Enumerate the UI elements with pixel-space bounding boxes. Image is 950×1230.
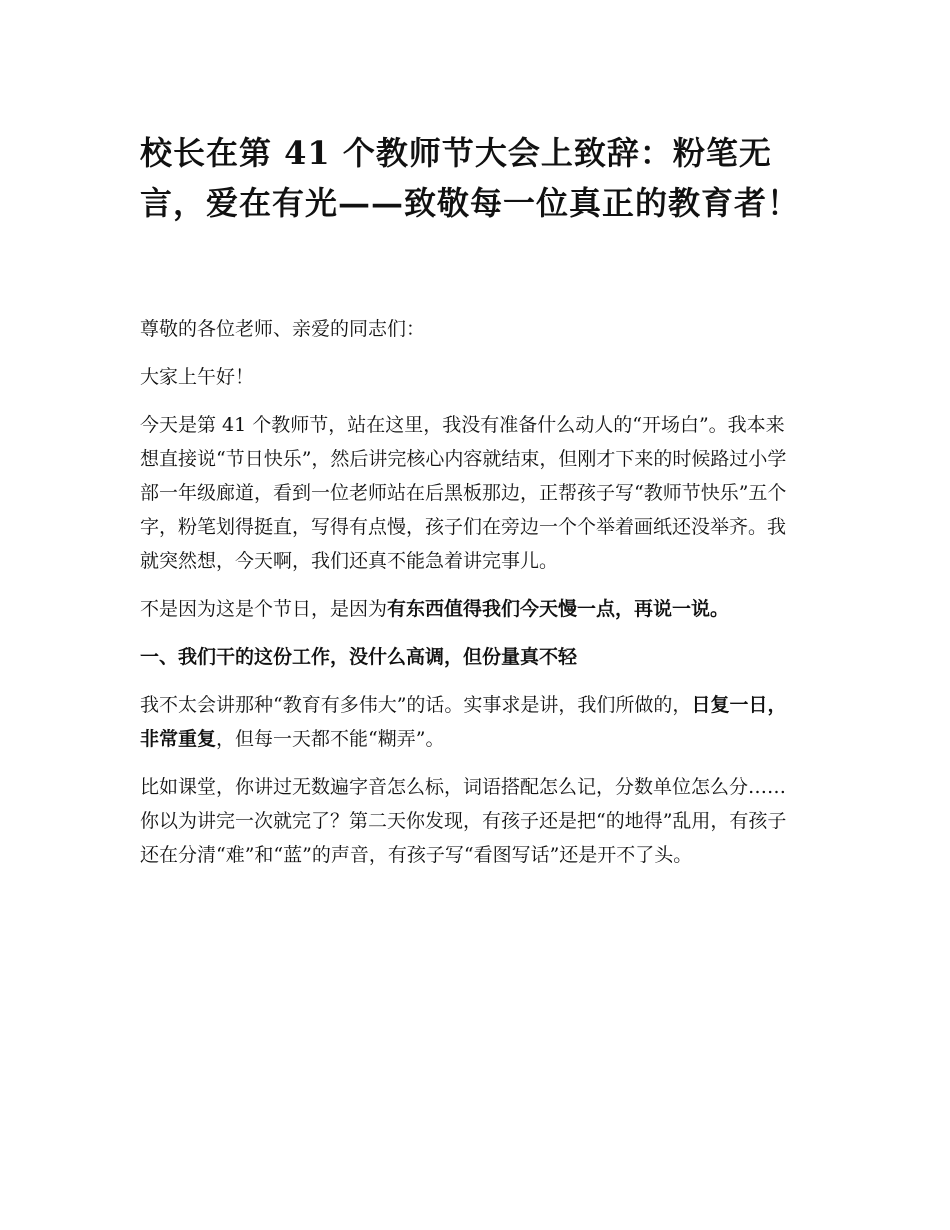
paragraph-3-emphasis: 日复一日，非常重复 bbox=[140, 694, 787, 750]
paragraph-3-end: ，但每一天都不能“糊弄”。 bbox=[216, 728, 445, 750]
section-1-heading: 一、我们干的这份工作，没什么高调，但份量真不轻 bbox=[140, 646, 578, 668]
paragraph-1: 今天是第 41 个教师节，站在这里，我没有准备什么动人的“开场白”。我本来想直接说“节日快乐”，然后讲完核心内容就结束，但刚才下来的时候路过小学部一年级廊道，看到一位老师站在后黑板那边，正帮孩子写“教师节快乐”五个字，粉笔划得挺直，写得有点慢，孩子们在旁边一个个举着画纸还没举齐。我就突然想，今天啊，我们还真不能急着讲完事儿。 bbox=[140, 414, 787, 572]
paragraph-2-emphasis: 有东西值得我们今天慢一点，再说一说。 bbox=[387, 598, 730, 620]
document-title: 校长在第 41 个教师节大会上致辞：粉笔无言，爱在有光——致敬每一位真正的教育者！ bbox=[140, 134, 801, 222]
paragraph-2-text: 不是因为这是个节日，是因为 bbox=[140, 598, 388, 620]
paragraph-4: 比如课堂，你讲过无数遍字音怎么标，词语搭配怎么记，分数单位怎么分……你以为讲完一次就完了？第二天你发现，有孩子还是把“的地得”乱用，有孩子还在分清“难”和“蓝”的声音，有孩子写“看图写话”还是开不了头。 bbox=[140, 776, 787, 866]
salutation: 尊敬的各位老师、亲爱的同志们： bbox=[140, 318, 426, 340]
greeting: 大家上午好！ bbox=[140, 366, 255, 388]
paragraph-2 bbox=[140, 592, 800, 626]
paragraph-3 bbox=[140, 688, 800, 756]
paragraph-3-start: 我不太会讲那种“教育有多伟大”的话。实事求是讲，我们所做的， bbox=[140, 694, 692, 716]
document-body bbox=[140, 312, 800, 872]
document-page bbox=[140, 128, 800, 886]
